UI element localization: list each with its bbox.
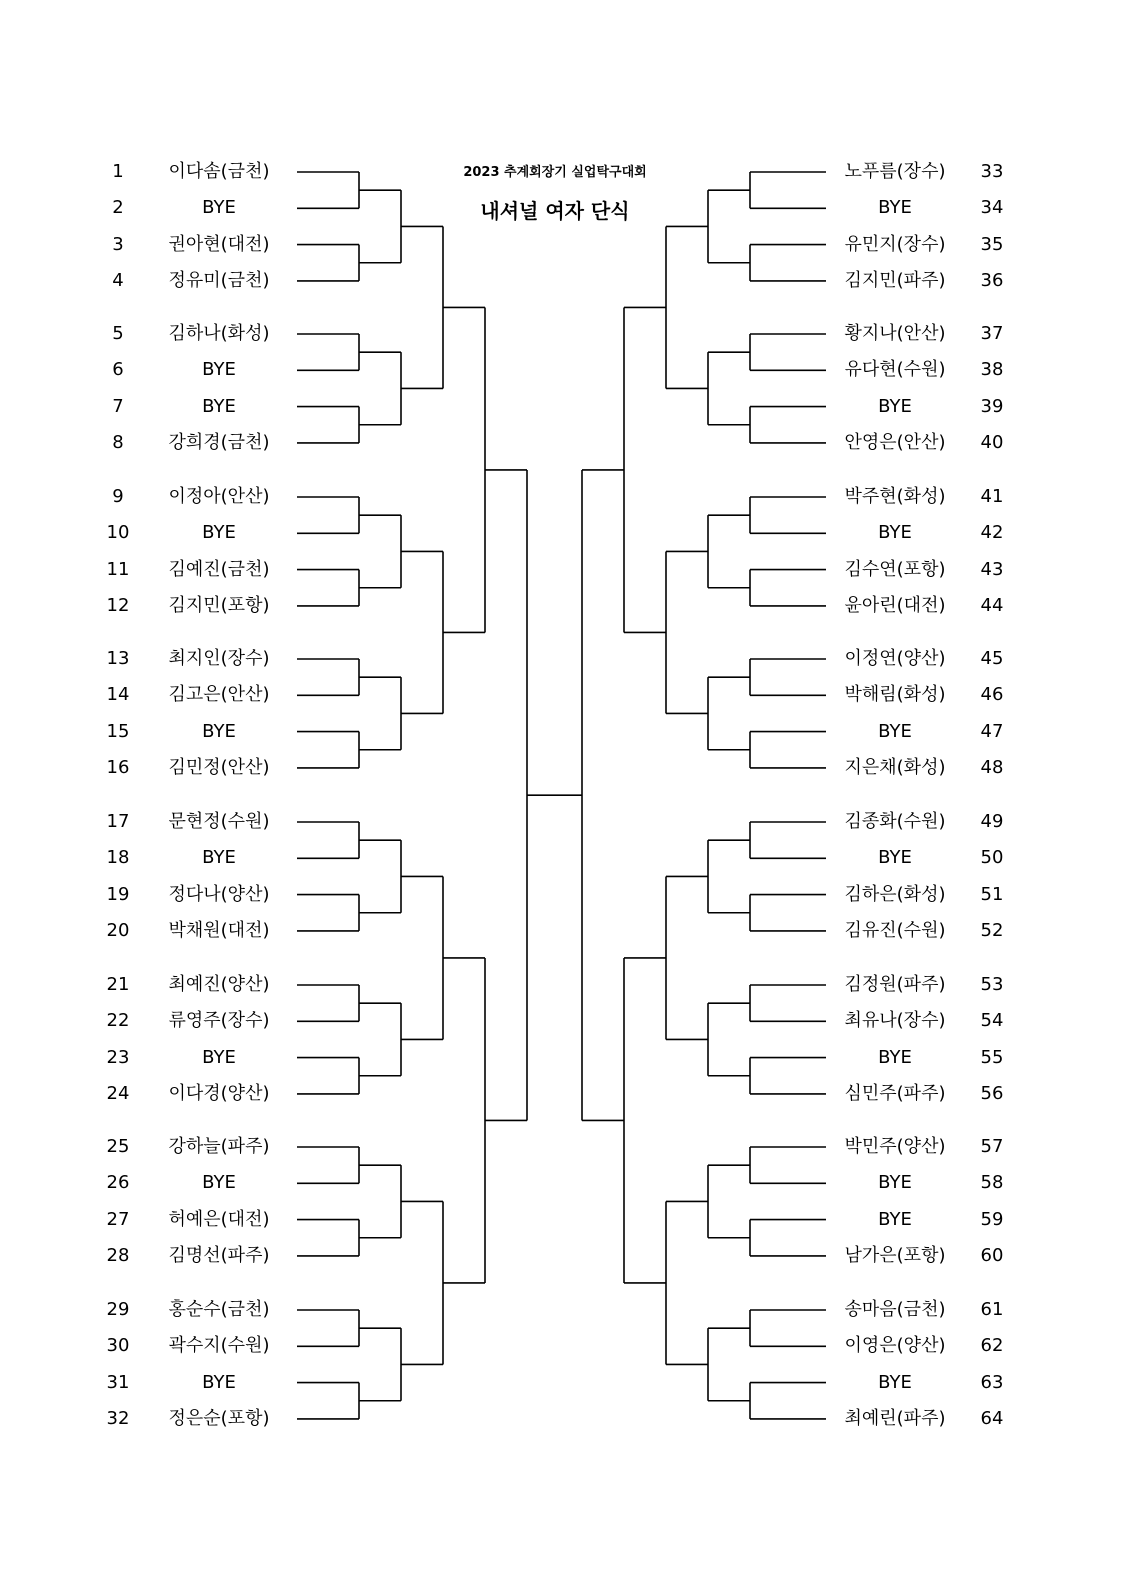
player-name: 김유진(수원) bbox=[844, 919, 946, 941]
player-name: BYE bbox=[202, 197, 236, 219]
player-name: 유다현(수원) bbox=[844, 359, 946, 381]
seed-number: 24 bbox=[106, 1082, 130, 1104]
seed-number: 51 bbox=[980, 883, 1004, 905]
tournament-title: 2023 추계회장기 실업탁구대회 bbox=[463, 165, 647, 180]
seed-number: 13 bbox=[106, 648, 130, 669]
player-name: 김하은(화성) bbox=[844, 883, 946, 905]
seed-number: 26 bbox=[106, 1172, 130, 1194]
player-name: 송마음(금천) bbox=[844, 1299, 946, 1320]
seed-number: 30 bbox=[106, 1335, 130, 1357]
player-name: 이다솜(금천) bbox=[168, 161, 270, 182]
seed-number: 50 bbox=[980, 847, 1004, 869]
player-name: 곽수지(수원) bbox=[168, 1335, 270, 1357]
player-name: 유민지(장수) bbox=[844, 233, 946, 255]
player-name: BYE bbox=[202, 522, 236, 544]
player-name: 김고은(안산) bbox=[168, 684, 270, 706]
player-name: 강희경(금천) bbox=[168, 431, 270, 453]
seed-number: 52 bbox=[980, 919, 1004, 941]
seed-number: 58 bbox=[980, 1172, 1004, 1194]
seed-number: 56 bbox=[980, 1082, 1004, 1104]
seed-number: 25 bbox=[106, 1136, 130, 1157]
player-name: 박해림(화성) bbox=[844, 684, 946, 706]
player-name: 김지민(포항) bbox=[168, 594, 270, 616]
player-name: BYE bbox=[878, 395, 912, 417]
player-name: 윤아린(대전) bbox=[844, 594, 946, 616]
player-name: 정다나(양산) bbox=[168, 883, 270, 905]
seed-number: 18 bbox=[106, 847, 130, 869]
player-name: 류영주(장수) bbox=[168, 1010, 270, 1032]
seed-number: 6 bbox=[112, 359, 124, 381]
seed-number: 16 bbox=[106, 756, 130, 778]
player-name: 이정연(양산) bbox=[844, 648, 946, 669]
player-name: BYE bbox=[202, 359, 236, 381]
player-name: 홍순수(금천) bbox=[168, 1299, 270, 1320]
seed-number: 42 bbox=[980, 522, 1004, 544]
player-name: 노푸름(장수) bbox=[844, 161, 946, 182]
seed-number: 14 bbox=[106, 684, 130, 706]
seed-number: 37 bbox=[980, 323, 1004, 344]
seed-number: 39 bbox=[980, 395, 1004, 417]
player-name: 김정원(파주) bbox=[844, 974, 946, 995]
seed-number: 44 bbox=[980, 594, 1004, 616]
player-name: 김민정(안산) bbox=[168, 756, 270, 778]
player-name: 문현정(수원) bbox=[168, 811, 270, 832]
player-name: 박채원(대전) bbox=[168, 919, 270, 941]
seed-number: 57 bbox=[980, 1136, 1004, 1157]
player-name: BYE bbox=[878, 1371, 912, 1393]
seed-number: 27 bbox=[106, 1208, 130, 1230]
seed-number: 4 bbox=[112, 269, 124, 291]
player-name: BYE bbox=[202, 847, 236, 869]
seed-number: 53 bbox=[980, 974, 1004, 995]
player-name: BYE bbox=[202, 1172, 236, 1194]
player-name: 최예린(파주) bbox=[844, 1407, 946, 1429]
player-name: BYE bbox=[202, 720, 236, 742]
seed-number: 1 bbox=[112, 161, 124, 182]
seed-number: 5 bbox=[112, 323, 124, 344]
seed-number: 46 bbox=[980, 684, 1004, 706]
event-title: 내셔널 여자 단식 bbox=[480, 199, 630, 223]
seed-number: 7 bbox=[112, 395, 124, 417]
seed-number: 45 bbox=[980, 648, 1004, 669]
player-name: 김지민(파주) bbox=[844, 269, 946, 291]
player-name: 허예은(대전) bbox=[168, 1208, 270, 1230]
seed-number: 23 bbox=[106, 1046, 130, 1068]
seed-number: 59 bbox=[980, 1208, 1004, 1230]
player-name: 정유미(금천) bbox=[168, 269, 270, 291]
seed-number: 2 bbox=[112, 197, 124, 219]
player-name: BYE bbox=[878, 1172, 912, 1194]
seed-number: 8 bbox=[112, 431, 124, 453]
player-name: 김예진(금천) bbox=[168, 558, 270, 580]
player-name: BYE bbox=[878, 522, 912, 544]
player-name: 남가은(포항) bbox=[844, 1244, 946, 1266]
seed-number: 11 bbox=[106, 558, 130, 580]
player-name: 심민주(파주) bbox=[844, 1082, 946, 1104]
player-name: BYE bbox=[878, 197, 912, 219]
seed-number: 12 bbox=[106, 594, 130, 616]
player-name: 지은채(화성) bbox=[844, 756, 946, 778]
seed-number: 43 bbox=[980, 558, 1004, 580]
seed-number: 38 bbox=[980, 359, 1004, 381]
seed-number: 28 bbox=[106, 1244, 130, 1266]
seed-number: 63 bbox=[980, 1371, 1004, 1393]
seed-number: 3 bbox=[112, 233, 124, 255]
seed-number: 40 bbox=[980, 431, 1004, 453]
player-name: 박주현(화성) bbox=[844, 486, 946, 507]
player-name: BYE bbox=[878, 720, 912, 742]
seed-number: 64 bbox=[980, 1407, 1004, 1429]
seed-number: 10 bbox=[106, 522, 130, 544]
seed-number: 49 bbox=[980, 811, 1004, 832]
seed-number: 34 bbox=[980, 197, 1004, 219]
player-name: 김종화(수원) bbox=[844, 811, 946, 832]
seed-number: 61 bbox=[980, 1299, 1004, 1320]
seed-number: 35 bbox=[980, 233, 1004, 255]
player-name: 김하나(화성) bbox=[168, 323, 270, 344]
seed-number: 36 bbox=[980, 269, 1004, 291]
player-name: 황지나(안산) bbox=[844, 323, 946, 344]
player-name: 이정아(안산) bbox=[168, 486, 270, 507]
player-name: 박민주(양산) bbox=[844, 1136, 946, 1157]
player-name: BYE bbox=[878, 1046, 912, 1068]
seed-number: 17 bbox=[106, 811, 130, 832]
player-name: 정은순(포항) bbox=[168, 1407, 270, 1429]
player-name: BYE bbox=[202, 395, 236, 417]
seed-number: 33 bbox=[980, 161, 1004, 182]
seed-number: 20 bbox=[106, 919, 130, 941]
seed-number: 31 bbox=[106, 1371, 130, 1393]
seed-number: 19 bbox=[106, 883, 130, 905]
player-name: 김수연(포항) bbox=[844, 558, 946, 580]
player-name: 김명선(파주) bbox=[168, 1244, 270, 1266]
seed-number: 62 bbox=[980, 1335, 1004, 1357]
seed-number: 29 bbox=[106, 1299, 130, 1320]
seed-number: 22 bbox=[106, 1010, 130, 1032]
player-name: 최예진(양산) bbox=[168, 974, 270, 995]
player-name: 권아현(대전) bbox=[168, 233, 270, 255]
player-name: 최유나(장수) bbox=[844, 1010, 946, 1032]
player-name: 최지인(장수) bbox=[168, 648, 270, 669]
seed-number: 41 bbox=[980, 486, 1004, 507]
player-name: 안영은(안산) bbox=[844, 431, 946, 453]
seed-number: 54 bbox=[980, 1010, 1004, 1032]
player-name: BYE bbox=[878, 1208, 912, 1230]
player-name: BYE bbox=[202, 1371, 236, 1393]
seed-number: 47 bbox=[980, 720, 1004, 742]
seed-number: 60 bbox=[980, 1244, 1004, 1266]
seed-number: 21 bbox=[106, 974, 130, 995]
seed-number: 55 bbox=[980, 1046, 1004, 1068]
seed-number: 15 bbox=[106, 720, 130, 742]
seed-number: 9 bbox=[112, 486, 124, 507]
seed-number: 32 bbox=[106, 1407, 130, 1429]
seed-number: 48 bbox=[980, 756, 1004, 778]
player-name: 이영은(양산) bbox=[844, 1335, 946, 1357]
player-name: 이다경(양산) bbox=[168, 1082, 270, 1104]
player-name: BYE bbox=[878, 847, 912, 869]
player-name: BYE bbox=[202, 1046, 236, 1068]
player-name: 강하늘(파주) bbox=[168, 1136, 270, 1157]
